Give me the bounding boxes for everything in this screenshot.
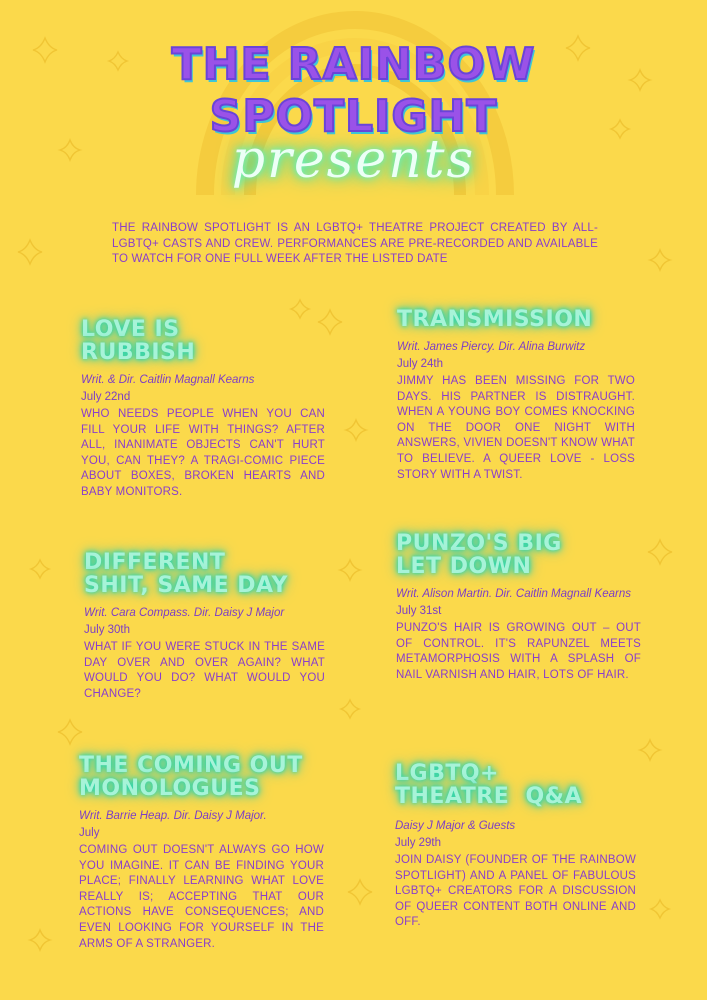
show-credits: Writ. Barrie Heap. Dir. Daisy J Major. xyxy=(79,810,267,822)
show-title xyxy=(84,551,325,597)
show-date: July 29th xyxy=(395,837,442,849)
show-different-shit-same-day xyxy=(84,551,325,702)
show-credits: Writ. Alison Martin. Dir. Caitlin Magnall Kearns xyxy=(396,588,631,600)
show-description: JIMMY HAS BEEN MISSING FOR TWO DAYS. HIS PARTNER IS DISTRAUGHT. WHEN A YOUNG BOY COMES KNOCKING ON THE DOOR ONE NIGHT WITH ANSWERS, VIVIEN DOESN'T KNOW WHAT TO BELIEVE. A QUEER LOVE - LOSS STORY WITH A TWIST. xyxy=(397,375,635,481)
show-description: JOIN DAISY (FOUNDER OF THE RAINBOW SPOTLIGHT) AND A PANEL OF FABULOUS LGBTQ+ CREATORS FOR A DISCUSSION OF QUEER CONTENT BOTH ONLINE AND OFF. xyxy=(395,854,636,929)
show-title-line1: TRANSMISSION xyxy=(397,307,593,332)
show-credits: Writ. & Dir. Caitlin Magnall Kearns xyxy=(81,374,255,386)
show-title-line1: DIFFERENT xyxy=(84,550,226,575)
show-title-line1: LOVE IS xyxy=(81,317,180,342)
show-credits: Daisy J Major & Guests xyxy=(395,820,516,832)
poster-title-line2: SPOTLIGHT xyxy=(209,91,498,142)
show-punzos-big-let-down xyxy=(396,532,641,683)
show-love-is-rubbish xyxy=(81,318,325,501)
show-date: July 22nd xyxy=(81,391,131,403)
poster-title-line1: THE RAINBOW xyxy=(171,39,536,90)
show-description: PUNZO'S HAIR IS GROWING OUT – OUT OF CONTROL. IT'S RAPUNZEL MEETS METAMORPHOSIS WITH A SPLASH OF NAIL VARNISH AND HAIR, LOTS OF HAIR. xyxy=(396,622,641,681)
show-title-line1: THE COMING OUT xyxy=(79,753,303,778)
show-date: July 24th xyxy=(397,358,444,370)
show-description: WHO NEEDS PEOPLE WHEN YOU CAN FILL YOUR LIFE WITH THINGS? AFTER ALL, INANIMATE OBJECTS CAN'T HURT YOU, CAN THEY? A TRAGI-COMIC PIECE ABOUT BOXES, BROKEN HEARTS AND BABY MONITORS. xyxy=(81,408,325,498)
show-title xyxy=(397,308,635,331)
show-credits: Writ. Cara Compass. Dir. Daisy J Major xyxy=(84,607,285,619)
show-title xyxy=(79,754,324,800)
show-transmission xyxy=(397,308,635,483)
show-title-line2: SHIT, SAME DAY xyxy=(84,573,288,598)
show-title-line2: RUBBISH xyxy=(81,340,196,365)
show-title xyxy=(395,762,636,808)
show-coming-out-monologues xyxy=(79,754,324,952)
show-credits: Writ. James Piercy. Dir. Alina Burwitz xyxy=(397,341,586,353)
show-title xyxy=(396,532,641,578)
show-description: WHAT IF YOU WERE STUCK IN THE SAME DAY OVER AND OVER AGAIN? WHAT WOULD YOU DO? WHAT WOULD YOU CHANGE? xyxy=(84,641,325,700)
intro-paragraph: THE RAINBOW SPOTLIGHT IS AN LGBTQ+ THEATRE PROJECT CREATED BY ALL-LGBTQ+ CASTS AND CREW. PERFORMANCES ARE PRE-RECORDED AND AVAILABLE TO WATCH FOR ONE FULL WEEK AFTER THE LISTED DATE xyxy=(112,222,598,265)
show-description: COMING OUT DOESN'T ALWAYS GO HOW YOU IMAGINE. IT CAN BE FINDING YOUR PLACE; FINALLY LEARNING WHAT LOVE REALLY IS; ACCEPTING THAT OUR ACTIONS HAVE CONSEQUENCES; AND EVEN LOOKING FOR YOURSELF IN THE ARMS OF A STRANGER. xyxy=(79,844,324,950)
show-title-line1: PUNZO'S BIG xyxy=(396,531,562,556)
show-lgbtq-theatre-qa xyxy=(395,762,636,931)
show-date: July 30th xyxy=(84,624,131,636)
show-title-line2: MONOLOGUES xyxy=(79,776,261,801)
show-title-line2: LET DOWN xyxy=(396,554,532,579)
show-date: July 31st xyxy=(396,605,442,617)
show-title xyxy=(81,318,325,364)
presents-neon-text: presents xyxy=(231,130,476,190)
show-title-line2: THEATRE Q&A xyxy=(395,784,582,809)
show-date: July xyxy=(79,827,100,839)
show-title-line1: LGBTQ+ xyxy=(395,761,499,786)
